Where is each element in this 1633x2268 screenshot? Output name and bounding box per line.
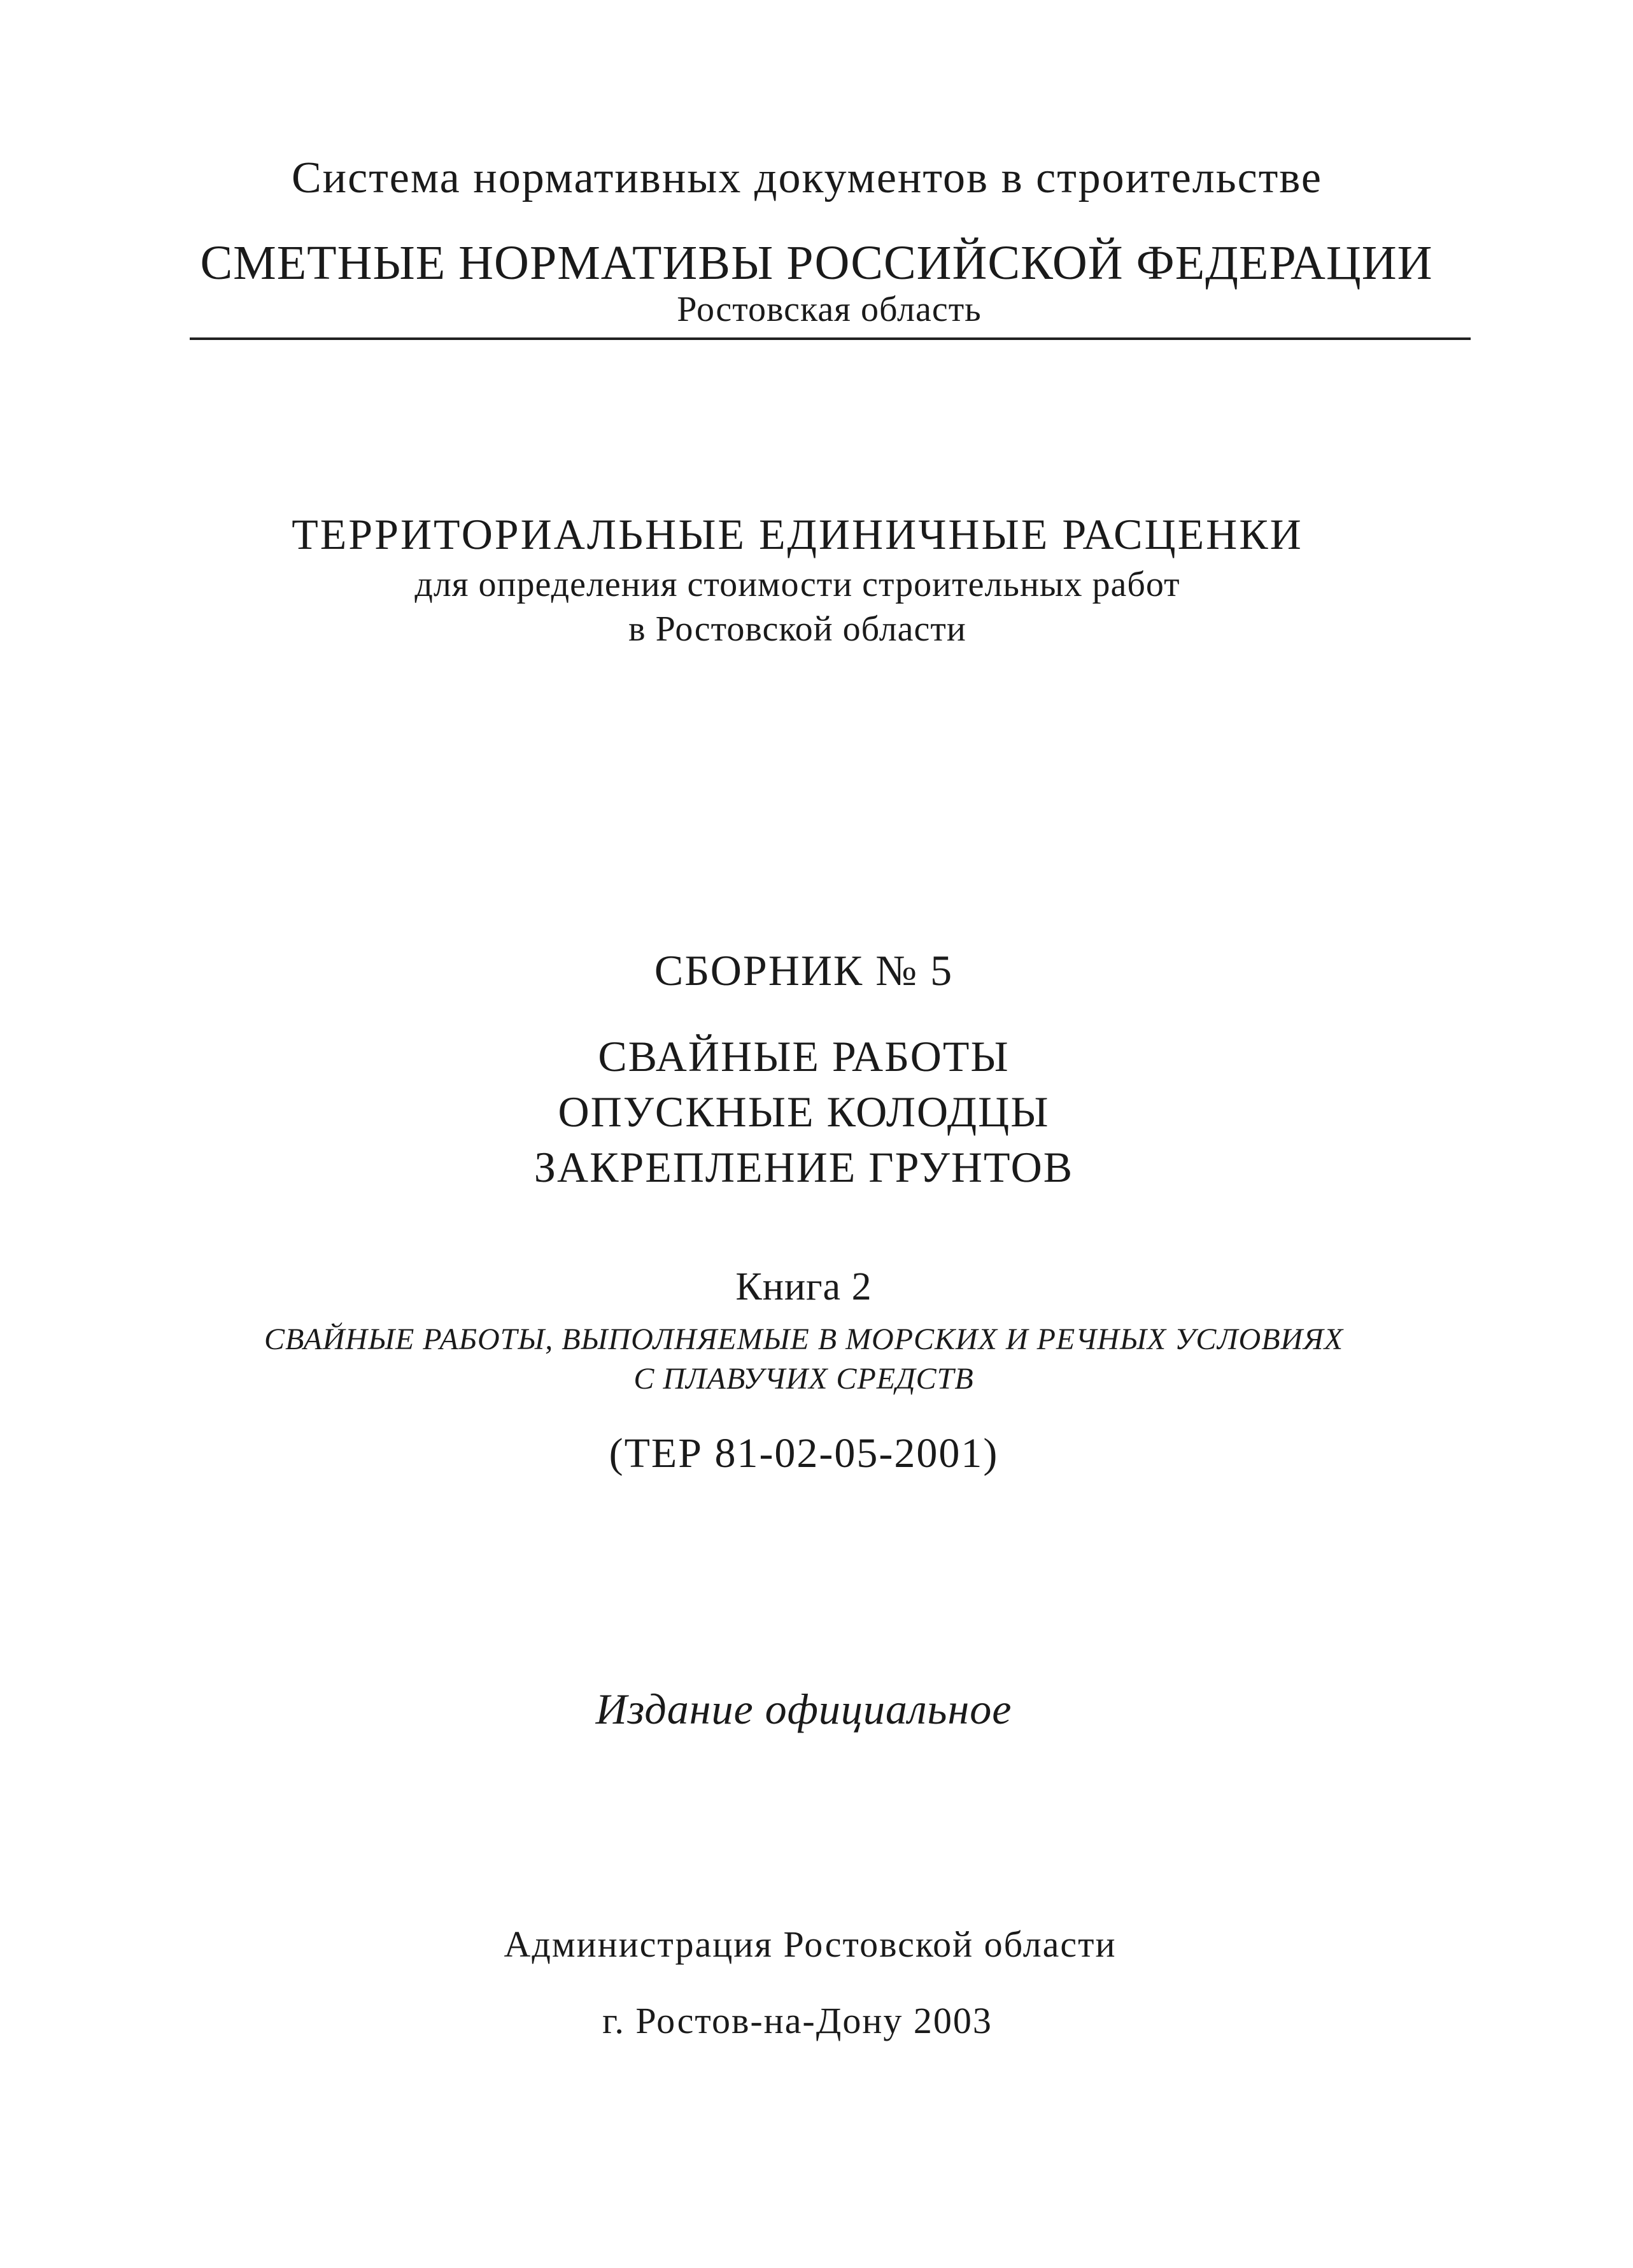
book-subtitle-line2: С ПЛАВУЧИХ СРЕДСТВ <box>633 1362 974 1396</box>
collection-topic: ЗАКРЕПЛЕНИЕ ГРУНТОВ <box>534 1143 1074 1191</box>
book-subtitle-line1: СВАЙНЫЕ РАБОТЫ, ВЫПОЛНЯЕМЫЕ В МОРСКИХ И РЕЧНЫХ УСЛОВИЯХ <box>264 1322 1344 1356</box>
ter-title: ТЕРРИТОРИАЛЬНЫЕ ЕДИНИЧНЫЕ РАСЦЕНКИ <box>292 510 1303 558</box>
collection-label: СБОРНИК № 5 <box>654 946 954 995</box>
ter-subtitle-line2: в Ростовской области <box>628 609 966 649</box>
norms-title: СМЕТНЫЕ НОРМАТИВЫ РОССИЙСКОЙ ФЕДЕРАЦИИ <box>200 236 1433 290</box>
edition-label: Издание официальное <box>595 1685 1012 1733</box>
ter-subtitle-line1: для определения стоимости строительных работ <box>414 565 1180 604</box>
series-title: Система нормативных документов в строительстве <box>291 153 1322 202</box>
book-label: Книга 2 <box>735 1265 872 1308</box>
collection-topic: СВАЙНЫЕ РАБОТЫ <box>598 1032 1010 1081</box>
region-label: Ростовская область <box>677 290 982 329</box>
header-divider <box>190 337 1471 340</box>
document-code: (ТЕР 81-02-05-2001) <box>609 1430 999 1477</box>
collection-topic: ОПУСКНЫЕ КОЛОДЦЫ <box>558 1088 1050 1136</box>
publisher: Администрация Ростовской области <box>504 1924 1117 1965</box>
city-year: г. Ростов-на-Дону 2003 <box>602 2000 993 2041</box>
